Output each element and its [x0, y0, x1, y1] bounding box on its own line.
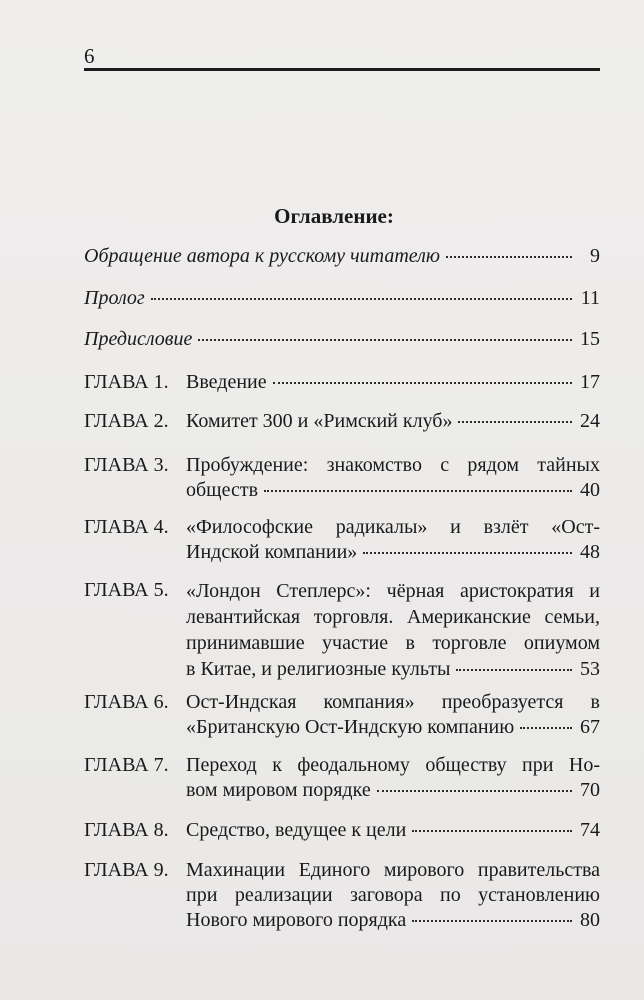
entry-title-line: Индской компании»: [186, 541, 358, 563]
dot-leader: [198, 339, 572, 341]
toc-entry-chapter-2[interactable]: [186, 409, 600, 434]
chapter-label: ГЛАВА 3.: [84, 454, 169, 476]
entry-page: 17: [580, 371, 600, 393]
toc-entry-chapter-4[interactable]: [186, 515, 600, 565]
entry-title: Средство, ведущее к цели: [186, 819, 407, 841]
toc-entry-chapter-5[interactable]: [186, 578, 600, 682]
entry-title-line: левантийская торговля. Американские семьи,: [186, 606, 600, 628]
entry-title-line: «Лондон Степлерс»: чёрная аристократия и: [186, 580, 600, 602]
dot-leader: [412, 920, 572, 922]
toc-entry-chapter-9[interactable]: [186, 858, 600, 933]
page-number: 6: [84, 44, 95, 68]
entry-page: 67: [580, 716, 600, 738]
entry-page: 74: [580, 819, 600, 841]
dot-leader: [377, 790, 572, 792]
entry-title: Предисловие: [84, 328, 193, 350]
entry-page: 9: [590, 245, 600, 267]
chapter-label: ГЛАВА 1.: [84, 371, 169, 393]
toc-entry-preface[interactable]: [84, 327, 600, 352]
entry-title: Комитет 300 и «Римский клуб»: [186, 410, 453, 432]
toc-entry-chapter-7[interactable]: [186, 753, 600, 803]
dot-leader: [456, 669, 572, 671]
entry-title-line: Переход к феодальному обществу при Но-: [186, 754, 600, 776]
dot-leader: [458, 421, 572, 423]
entry-page: 70: [580, 779, 600, 801]
entry-title-line: «Британскую Ост-Индскую компанию: [186, 716, 515, 738]
toc-entry-chapter-6[interactable]: [186, 690, 600, 740]
entry-page: 40: [580, 479, 600, 501]
chapter-label: ГЛАВА 6.: [84, 691, 169, 713]
entry-page: 11: [580, 287, 600, 309]
entry-title: Обращение автора к русскому читателю: [84, 245, 440, 267]
entry-title: Пролог: [84, 287, 145, 309]
entry-page: 15: [580, 328, 600, 350]
toc-title: Оглавление:: [274, 204, 394, 228]
entry-title-line: при реализации заговора по установлению: [186, 884, 600, 906]
toc-entry-chapter-8[interactable]: [186, 818, 600, 843]
chapter-label: ГЛАВА 7.: [84, 754, 169, 776]
entry-title-line: Нового мирового порядка: [186, 909, 407, 931]
header-rule: [84, 68, 600, 71]
dot-leader: [273, 382, 572, 384]
entry-title: Введение: [186, 371, 267, 393]
toc-entry-chapter-3[interactable]: [186, 453, 600, 503]
entry-title-line: вом мировом порядке: [186, 779, 371, 801]
entry-title-line: обществ: [186, 479, 259, 501]
chapter-label: ГЛАВА 4.: [84, 516, 169, 538]
entry-page: 80: [580, 909, 600, 931]
dot-leader: [412, 830, 572, 832]
entry-title-line: Ост-Индская компания» преобразуется в: [186, 691, 600, 713]
toc-entry-chapter-1[interactable]: [186, 370, 600, 395]
entry-page: 53: [580, 658, 600, 680]
entry-title-line: в Китае, и религиозные культы: [186, 658, 451, 680]
entry-title-line: принимавшие участие в торговле опиумом: [186, 632, 600, 654]
chapter-label: ГЛАВА 9.: [84, 859, 169, 881]
entry-title-line: «Философские радикалы» и взлёт «Ост-: [186, 516, 600, 538]
toc-entry-author-address[interactable]: [84, 244, 600, 269]
dot-leader: [363, 552, 572, 554]
dot-leader: [151, 298, 572, 300]
chapter-label: ГЛАВА 8.: [84, 819, 169, 841]
dot-leader: [446, 256, 572, 258]
dot-leader: [264, 490, 572, 492]
entry-page: 24: [580, 410, 600, 432]
entry-title-line: Пробуждение: знакомство с рядом тайных: [186, 454, 600, 476]
chapter-label: ГЛАВА 5.: [84, 579, 169, 601]
chapter-label: ГЛАВА 2.: [84, 410, 169, 432]
dot-leader: [520, 727, 572, 729]
toc-entry-prologue[interactable]: [84, 286, 600, 311]
entry-title-line: Махинации Единого мирового правительства: [186, 859, 600, 881]
entry-page: 48: [580, 541, 600, 563]
